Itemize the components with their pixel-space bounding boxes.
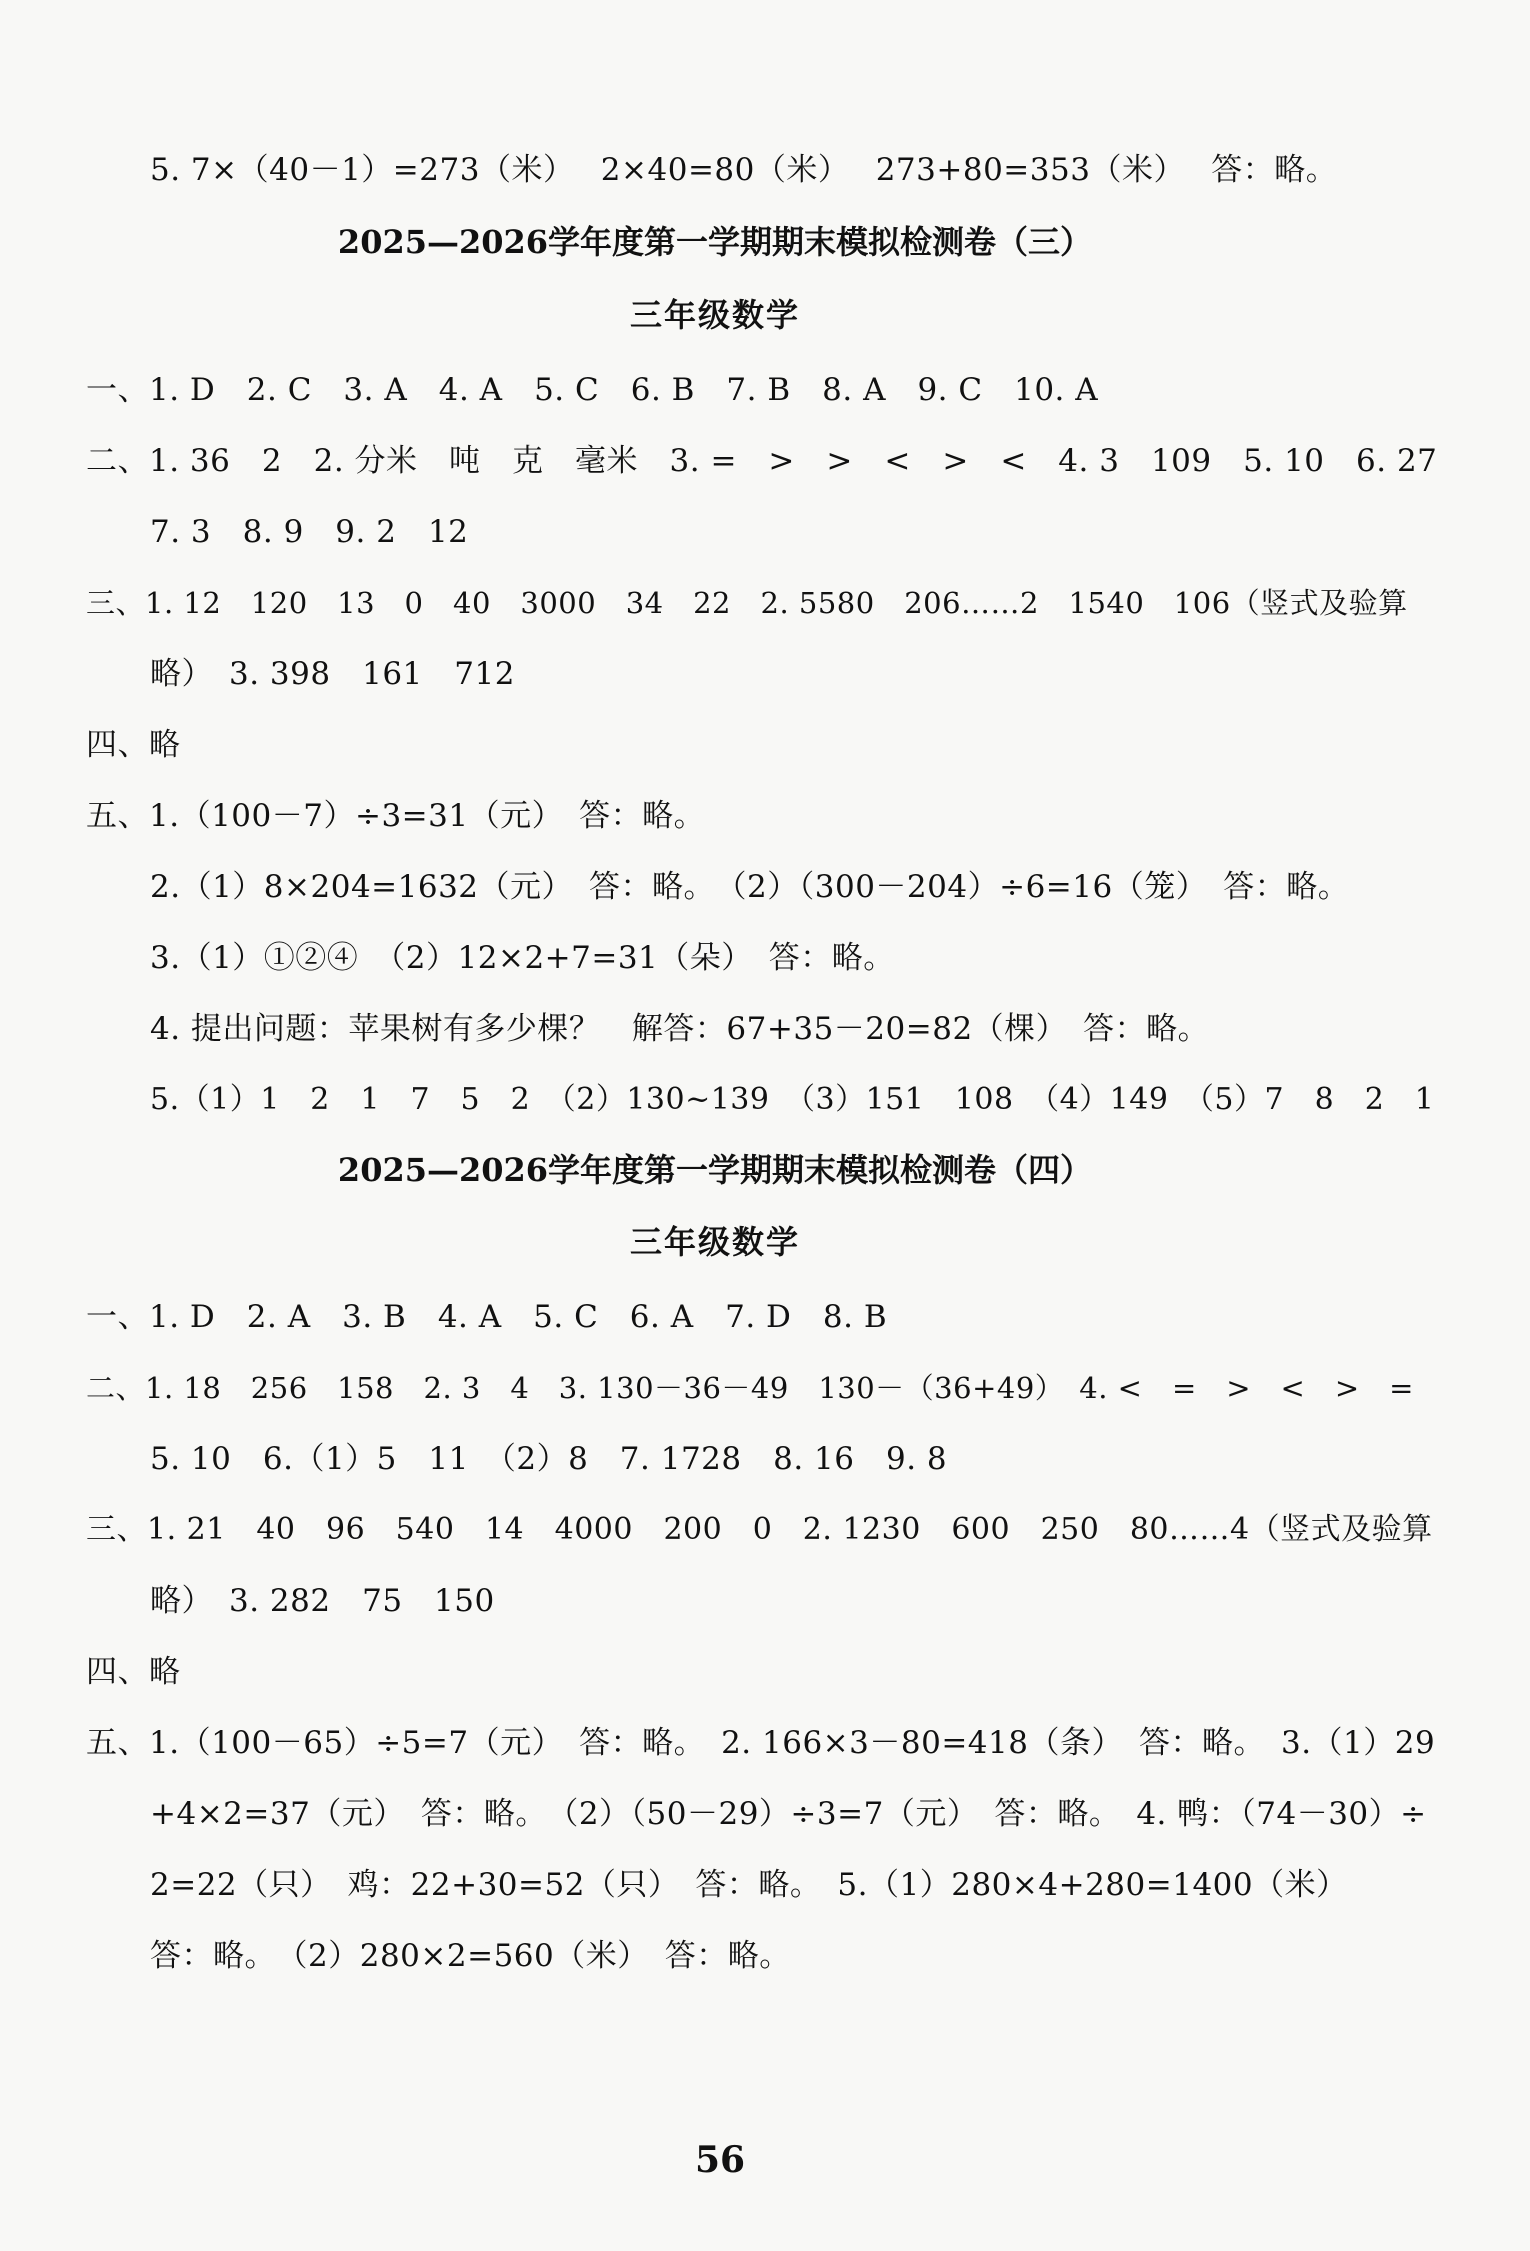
answer-line: 二、1. 18 256 158 2. 3 4 3. 130－36－49 130－（36+49） 4. < = > < > = [86,1371,1414,1405]
answer-line: 5.（1）1 2 1 7 5 2 （2）130~139 （3）151 108 （4）149 （5）7 8 2 1 [150,1082,1435,1117]
answer-line: 3.（1）①②④ （2）12×2+7=31（朵） 答：略。 [150,940,895,976]
answer-line: 五、1.（100－65）÷5=7（元） 答：略。 2. 166×3－80=418（条） 答：略。 3.（1）29 [86,1725,1436,1761]
answer-line: 一、1. D 2. A 3. B 4. A 5. C 6. A 7. D 8. B [86,1299,888,1335]
page-number: 56 [694,2139,746,2181]
section4-subtitle: 三年级数学 [629,1223,800,1261]
answer-line: 略） 3. 282 75 150 [150,1583,495,1619]
answer-line: 四、略 [86,727,181,763]
section3-subtitle: 三年级数学 [629,296,800,334]
answer-line: 5. 10 6.（1）5 11 （2）8 7. 1728 8. 16 9. 8 [150,1441,948,1477]
answer-line: 4. 提出问题：苹果树有多少棵？ 解答：67+35－20=82（棵） 答：略。 [150,1011,1210,1047]
answer-line: 三、1. 12 120 13 0 40 3000 34 22 2. 5580 206……2 1540 106（竖式及验算 [86,586,1408,620]
answer-line: 五、1.（100－7）÷3=31（元） 答：略。 [86,798,706,834]
answer-line: 7. 3 8. 9 9. 2 12 [150,514,469,550]
answer-line: 四、略 [86,1654,181,1690]
section3-title: 2025—2026学年度第一学期期末模拟检测卷（三） [337,223,1093,261]
answer-line: 2.（1）8×204=1632（元） 答：略。 （2）（300－204）÷6=16（笼） 答：略。 [150,869,1350,905]
answer-line: 二、1. 36 2 2. 分米 吨 克 毫米 3. = > > < > < 4. 3 109 5. 10 6. 27 [86,443,1438,479]
answer-line: 5. 7×（40－1）=273（米） 2×40=80（米） 273+80=353（米） 答：略。 [150,152,1338,188]
answer-line: +4×2=37（元） 答：略。 （2）（50－29）÷3=7（元） 答：略。 4. 鸭：（74－30）÷ [150,1796,1427,1832]
answer-line: 一、1. D 2. C 3. A 4. A 5. C 6. B 7. B 8. A 9. C 10. A [86,372,1099,408]
answer-line: 2=22（只） 鸡：22+30=52（只） 答：略。 5.（1）280×4+280=1400（米） [150,1867,1348,1903]
answer-line: 三、1. 21 40 96 540 14 4000 200 0 2. 1230 600 250 80……4（竖式及验算 [86,1512,1433,1547]
answer-line: 答：略。 （2）280×2=560（米） 答：略。 [150,1938,791,1974]
answer-line: 略） 3. 398 161 712 [150,656,515,692]
section4-title: 2025—2026学年度第一学期期末模拟检测卷（四） [337,1151,1093,1189]
